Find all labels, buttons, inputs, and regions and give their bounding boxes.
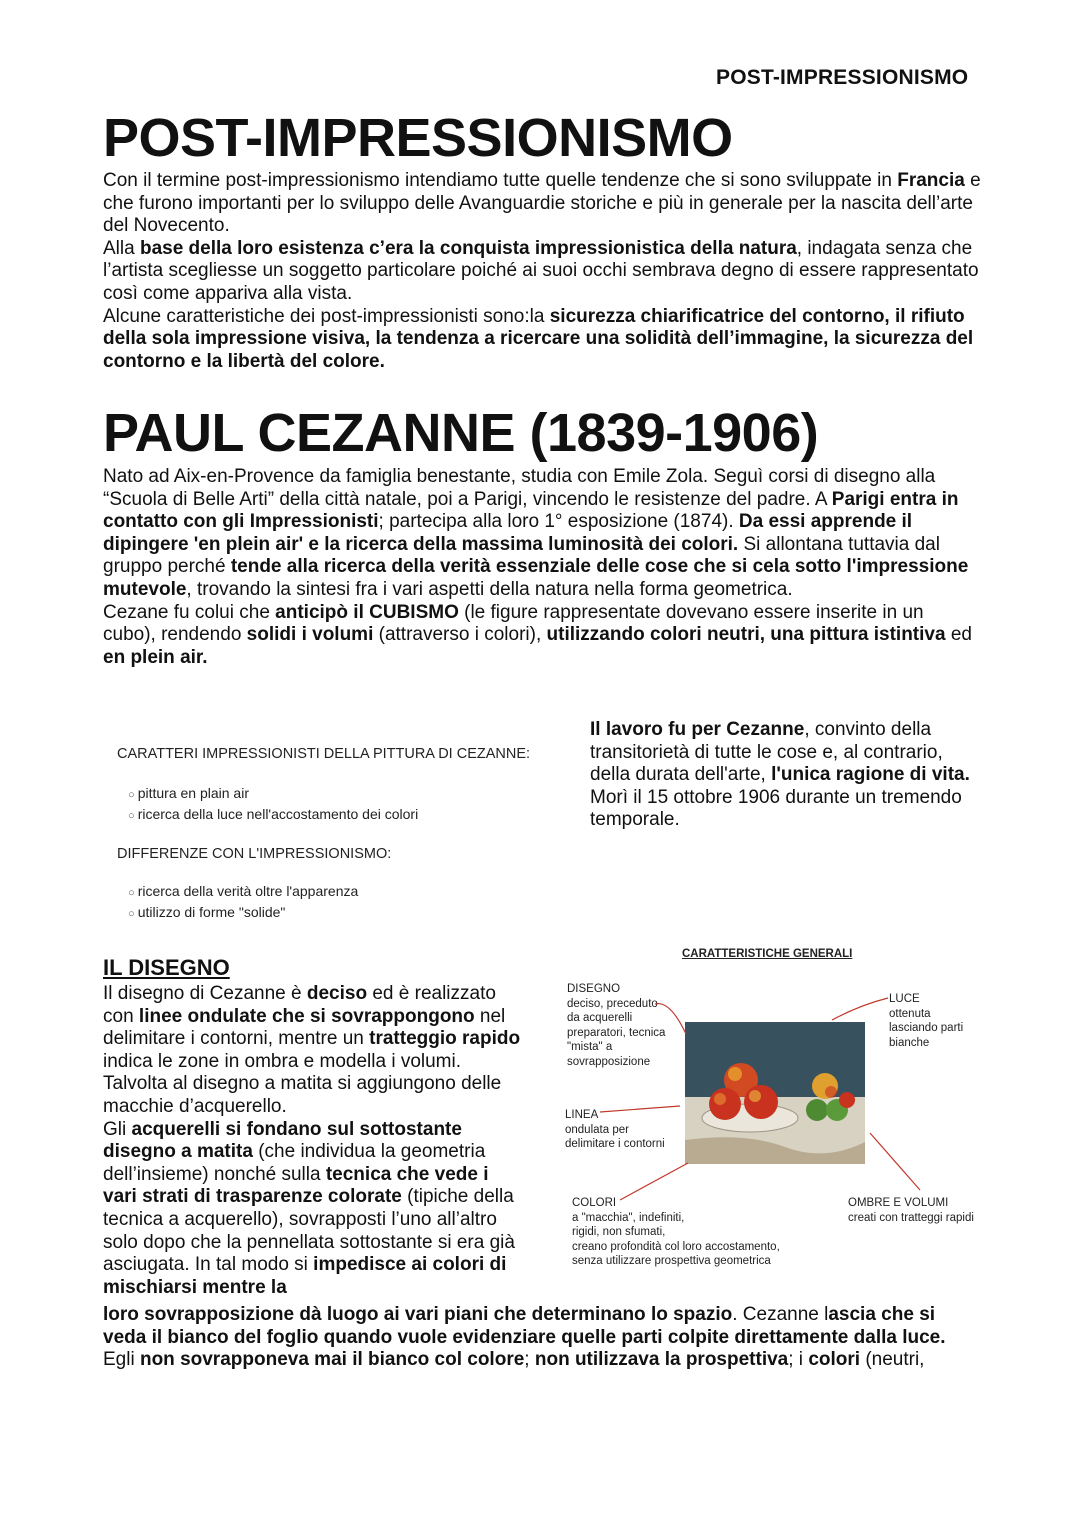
- characteristics-list: [128, 784, 418, 826]
- differences-heading: DIFFERENZE CON L'IMPRESSIONISMO:: [117, 846, 392, 862]
- list-item: ○ utilizzo di forme "solide": [128, 903, 358, 924]
- apple-red-2: [709, 1088, 741, 1120]
- characteristics-heading: CARATTERI IMPRESSIONISTI DELLA PITTURA DI CEZANNE:: [117, 746, 531, 762]
- apple-yellow-shade: [825, 1086, 837, 1098]
- annotation-colori: COLORI a "macchia", indefiniti, rigidi, non sfumati, creano profondità col loro accostamento, senza utilizzare prospettiva geometrica: [572, 1197, 780, 1267]
- apple-red-3-highlight: [749, 1090, 761, 1102]
- section1-paragraph-1: Con il termine post-impressionismo intendiamo tutte quelle tendenze che si sono sviluppate in Francia e che furono importanti per lo sviluppo delle Avanguardie storiche e più in generale per la nascita dell’arte del Novecento.: [103, 170, 981, 237]
- list-item: ○ ricerca della verità oltre l'apparenza: [128, 882, 358, 903]
- connector-ombre: [870, 1133, 920, 1190]
- il-disegno-heading: IL DISEGNO: [103, 955, 230, 980]
- section1-paragraph-3: Alcune caratteristiche dei post-impressionisti sono:la sicurezza chiarificatrice del contorno, il rifiuto della sola impressione visiva, la tendenza a ricercare una solidità dell’immagine, la sicurezza del contorno e la libertà del colore.: [103, 305, 974, 372]
- section-title-post-impressionismo: POST-IMPRESSIONISMO: [103, 108, 733, 168]
- apple-red-4: [839, 1092, 855, 1108]
- list-item: ○ pittura en plain air: [128, 784, 418, 805]
- section1-paragraph-2: Alla base della loro esistenza c’era la conquista impressionistica della natura, indagata senza che l’artista scegliesse un soggetto particolare poiché ai suoi occhi sembrava degno di essere rappresentato così come appariva alla vista.: [103, 237, 979, 304]
- list-item: ○ ricerca della luce nell'accostamento dei colori: [128, 805, 418, 826]
- running-head: POST-IMPRESSIONISMO: [716, 66, 969, 89]
- cezanne-apples-painting: [685, 1022, 865, 1164]
- apple-red-2-highlight: [714, 1093, 726, 1105]
- annotation-ombre-volumi: OMBRE E VOLUMI creati con tratteggi rapidi: [848, 1197, 974, 1224]
- section2-paragraph-2: Cezane fu colui che anticipò il CUBISMO (le figure rappresentate dovevano essere inserite in un cubo), rendendo solidi i volumi (attraverso i colori), utilizzando colori neutri, una pittura istintiva ed en plein air.: [103, 601, 972, 668]
- annotation-luce: LUCE ottenuta lasciando parti bianche: [889, 993, 964, 1049]
- disegno-body-full: loro sovrapposizione dà luogo ai vari piani che determinano lo spazio. Cezanne lascia che si veda il bianco del foglio quando vuole evidenziare quelle parti colpite direttamente dalla luce. Egli non sovrapponeva mai il bianco col colore; non utilizzava la prospettiva; i colori (neutri,: [103, 1304, 946, 1371]
- section-title-paul-cezanne: PAUL CEZANNE (1839-1906): [103, 403, 819, 463]
- connector-luce: [832, 998, 888, 1020]
- differences-list: [128, 882, 358, 924]
- apple-green-1: [806, 1099, 828, 1121]
- apple-red-3: [744, 1085, 778, 1119]
- section2-paragraph-1: Nato ad Aix-en-Provence da famiglia benestante, studia con Emile Zola. Seguì corsi di disegno alla “Scuola di Belle Arti” della città natale, poi a Parigi, vincendo le resistenze del padre. A Parigi entra in contatto con gli Impressionisti; partecipa alla loro 1° esposizione (1874). Da essi apprende il dipingere 'en plein air' e la ricerca della massima luminosità dei colori. Si allontana tuttavia dal gruppo perché tende alla ricerca della verità essenziale delle cose che si cela sotto l'impressione mutevole, trovando la sintesi fra i vari aspetti della natura nella forma geometrica.: [103, 466, 969, 600]
- annotation-linea: LINEA ondulata per delimitare i contorni: [565, 1109, 665, 1150]
- section1-body: [103, 170, 983, 373]
- annotation-disegno: DISEGNO deciso, preceduto da acquerelli preparatori, tecnica "mista" a sovrapposizione: [567, 983, 666, 1068]
- diagram-title: CARATTERISTICHE GENERALI: [682, 948, 853, 960]
- section2-body: [103, 466, 981, 669]
- painting-wall-shade: [685, 1022, 865, 1102]
- disegno-body-column: Il disegno di Cezanne è deciso ed è realizzato con linee ondulate che si sovrappongono nel delimitare i contorni, mentre un tratteggio rapido indica le zone in ombra e modella i volumi. Talvolta al disegno a matita si aggiungono delle macchie d’acquerello. Gli acquerelli si fondano sul sottostante disegno a matita (che individua la geometria dell’insieme) nonché sulla tecnica che vede i vari strati di trasparenze colorate (tipiche della tecnica a acquerello), sovrapposti l’uno all’altro solo dopo che la pennellata sottostante si era già asciugata. In tal modo si impedisce ai colori di mischiarsi mentre la: [103, 983, 521, 1298]
- connector-colori: [620, 1163, 688, 1200]
- cezanne-life-note: Il lavoro fu per Cezanne, convinto della transitorietà di tutte le cose e, al contrario, della durata dell'arte, l'unica ragione di vita. Morì il 15 ottobre 1906 durante un tremendo temporale.: [590, 719, 970, 831]
- apple-red-1-highlight: [728, 1067, 742, 1081]
